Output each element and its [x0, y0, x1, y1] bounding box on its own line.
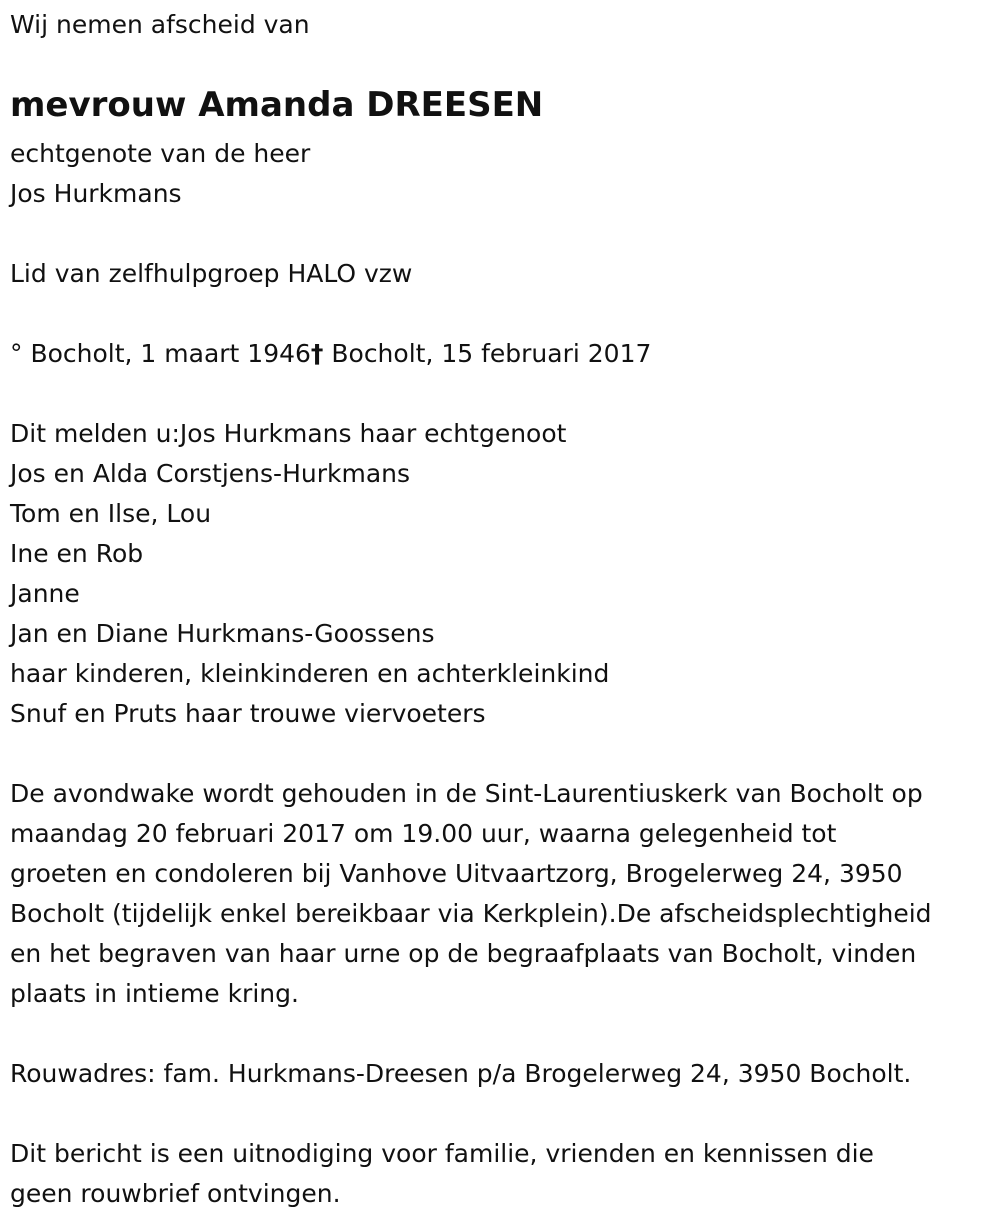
ceremony-line: groeten en condoleren bij Vanhove Uitvaartzorg, Brogelerweg 24, 3950	[10, 859, 903, 888]
ceremony-line: maandag 20 februari 2017 om 19.00 uur, waarna gelegenheid tot	[10, 819, 837, 848]
deceased-name: mevrouw Amanda DREESEN	[10, 85, 544, 125]
family-line: Ine en Rob	[10, 539, 144, 568]
ceremony-line: en het begraven van haar urne op de begraafplaats van Bocholt, vinden	[10, 939, 917, 968]
family-line: Jos en Alda Corstjens-Hurkmans	[10, 459, 411, 488]
birth-info: ° Bocholt, 1 maart 1946	[10, 339, 311, 368]
family-line: Dit melden u:Jos Hurkmans haar echtgenoot	[10, 419, 567, 448]
spouse-line-2: Jos Hurkmans	[10, 179, 182, 208]
family-line: Snuf en Pruts haar trouwe viervoeters	[10, 699, 486, 728]
ceremony-line: plaats in intieme kring.	[10, 979, 299, 1008]
family-line: Janne	[10, 579, 80, 608]
membership-line: Lid van zelfhulpgroep HALO vzw	[10, 259, 413, 288]
spouse-line-1: echtgenote van de heer	[10, 139, 311, 168]
cross-icon: †	[310, 339, 324, 368]
intro-text: Wij nemen afscheid van	[10, 10, 310, 39]
ceremony-line: De avondwake wordt gehouden in de Sint-Laurentiuskerk van Bocholt op	[10, 779, 923, 808]
notice-line: Dit bericht is een uitnodiging voor familie, vrienden en kennissen die	[10, 1139, 874, 1168]
notice-line: geen rouwbrief ontvingen.	[10, 1179, 341, 1208]
family-line: Jan en Diane Hurkmans-Goossens	[10, 619, 435, 648]
family-line: Tom en Ilse, Lou	[10, 499, 212, 528]
mourning-address: Rouwadres: fam. Hurkmans-Dreesen p/a Brogelerweg 24, 3950 Bocholt.	[10, 1059, 912, 1088]
birth-death-line	[10, 334, 651, 374]
death-info: Bocholt, 15 februari 2017	[323, 339, 652, 368]
family-line: haar kinderen, kleinkinderen en achterkleinkind	[10, 659, 610, 688]
ceremony-line: Bocholt (tijdelijk enkel bereikbaar via Kerkplein).De afscheidsplechtigheid	[10, 899, 932, 928]
